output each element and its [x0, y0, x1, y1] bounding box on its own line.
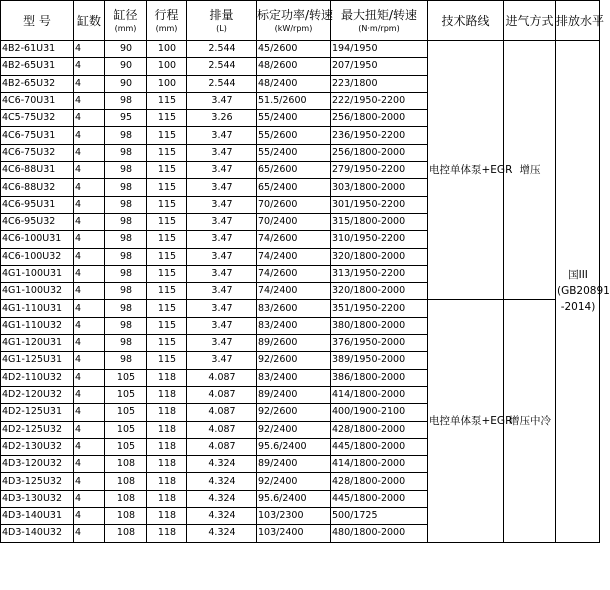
displacement-cell: 4.324	[187, 490, 257, 507]
max-torque-cell: 428/1800-2000	[331, 421, 428, 438]
displacement-cell: 4.087	[187, 438, 257, 455]
cylinders-cell: 4	[74, 231, 105, 248]
bore-cell: 108	[105, 508, 147, 525]
cylinders-cell: 4	[74, 75, 105, 92]
header-stroke: 行程 (mm)	[147, 1, 187, 41]
displacement-cell: 3.47	[187, 213, 257, 230]
displacement-cell: 3.47	[187, 196, 257, 213]
cylinders-cell: 4	[74, 300, 105, 317]
tech-route-cell: 电控单体泵+EGR	[428, 300, 504, 542]
bore-cell: 90	[105, 75, 147, 92]
cylinders-cell: 4	[74, 144, 105, 161]
model-cell: 4B2-61U31	[1, 41, 74, 58]
stroke-cell: 118	[147, 369, 187, 386]
model-cell: 4D2-125U32	[1, 421, 74, 438]
rated-power-cell: 103/2400	[257, 525, 331, 542]
stroke-cell: 115	[147, 283, 187, 300]
displacement-cell: 3.47	[187, 179, 257, 196]
rated-power-cell: 55/2600	[257, 127, 331, 144]
max-torque-cell: 428/1800-2000	[331, 473, 428, 490]
stroke-cell: 115	[147, 335, 187, 352]
header-displacement: 排量 (L)	[187, 1, 257, 41]
bore-cell: 108	[105, 490, 147, 507]
model-cell: 4C6-75U32	[1, 144, 74, 161]
displacement-cell: 3.47	[187, 127, 257, 144]
bore-cell: 105	[105, 404, 147, 421]
rated-power-cell: 83/2600	[257, 300, 331, 317]
bore-cell: 98	[105, 213, 147, 230]
max-torque-cell: 256/1800-2000	[331, 144, 428, 161]
header-rated-power: 标定功率/转速 (kW/rpm)	[257, 1, 331, 41]
table-row	[1, 41, 600, 58]
emission-cell	[556, 41, 610, 543]
displacement-cell: 4.324	[187, 508, 257, 525]
displacement-cell: 3.47	[187, 317, 257, 334]
max-torque-cell: 389/1950-2000	[331, 352, 428, 369]
model-cell: 4C6-88U32	[1, 179, 74, 196]
bore-cell: 98	[105, 92, 147, 109]
max-torque-cell: 279/1950-2200	[331, 162, 428, 179]
stroke-cell: 118	[147, 473, 187, 490]
max-torque-cell: 315/1800-2000	[331, 213, 428, 230]
table-row	[1, 300, 600, 317]
displacement-cell: 3.47	[187, 283, 257, 300]
stroke-cell: 115	[147, 300, 187, 317]
model-cell: 4G1-110U32	[1, 317, 74, 334]
stroke-cell: 118	[147, 508, 187, 525]
cylinders-cell: 4	[74, 508, 105, 525]
cylinders-cell: 4	[74, 421, 105, 438]
header-bore: 缸径 (mm)	[105, 1, 147, 41]
rated-power-cell: 48/2400	[257, 75, 331, 92]
rated-power-cell: 92/2600	[257, 404, 331, 421]
bore-cell: 98	[105, 144, 147, 161]
max-torque-cell: 256/1800-2000	[331, 110, 428, 127]
cylinders-cell: 4	[74, 369, 105, 386]
bore-cell: 98	[105, 317, 147, 334]
model-cell: 4D3-125U32	[1, 473, 74, 490]
rated-power-cell: 92/2400	[257, 473, 331, 490]
cylinders-cell: 4	[74, 335, 105, 352]
cylinders-cell: 4	[74, 248, 105, 265]
rated-power-cell: 103/2300	[257, 508, 331, 525]
rated-power-cell: 55/2400	[257, 110, 331, 127]
stroke-cell: 115	[147, 213, 187, 230]
displacement-cell: 2.544	[187, 75, 257, 92]
cylinders-cell: 4	[74, 179, 105, 196]
bore-cell: 105	[105, 421, 147, 438]
stroke-cell: 118	[147, 490, 187, 507]
model-cell: 4C6-95U32	[1, 213, 74, 230]
rated-power-cell: 89/2400	[257, 386, 331, 403]
model-cell: 4D2-125U31	[1, 404, 74, 421]
rated-power-cell: 92/2400	[257, 421, 331, 438]
stroke-cell: 100	[147, 41, 187, 58]
max-torque-cell: 313/1950-2200	[331, 265, 428, 282]
max-torque-cell: 380/1800-2000	[331, 317, 428, 334]
max-torque-cell: 414/1800-2000	[331, 386, 428, 403]
model-cell: 4D3-140U31	[1, 508, 74, 525]
rated-power-cell: 74/2600	[257, 231, 331, 248]
model-cell: 4G1-125U31	[1, 352, 74, 369]
model-cell: 4B2-65U32	[1, 75, 74, 92]
displacement-cell: 3.47	[187, 231, 257, 248]
displacement-cell: 3.47	[187, 300, 257, 317]
max-torque-cell: 310/1950-2200	[331, 231, 428, 248]
stroke-cell: 115	[147, 196, 187, 213]
model-cell: 4G1-110U31	[1, 300, 74, 317]
emission-text: -2014)	[560, 301, 596, 314]
displacement-cell: 2.544	[187, 58, 257, 75]
max-torque-cell: 400/1900-2100	[331, 404, 428, 421]
displacement-cell: 4.324	[187, 473, 257, 490]
rated-power-cell: 45/2600	[257, 41, 331, 58]
table-body	[1, 41, 610, 543]
max-torque-cell: 194/1950	[331, 41, 428, 58]
max-torque-cell: 480/1800-2000	[331, 525, 428, 542]
bore-cell: 90	[105, 41, 147, 58]
cylinders-cell: 4	[74, 283, 105, 300]
rated-power-cell: 89/2400	[257, 456, 331, 473]
rated-power-cell: 74/2400	[257, 248, 331, 265]
intake-cell: 增压	[504, 41, 556, 300]
bore-cell: 105	[105, 369, 147, 386]
bore-cell: 98	[105, 162, 147, 179]
stroke-cell: 115	[147, 92, 187, 109]
max-torque-cell: 414/1800-2000	[331, 456, 428, 473]
max-torque-cell: 351/1950-2200	[331, 300, 428, 317]
bore-cell: 98	[105, 127, 147, 144]
rated-power-cell: 95.6/2400	[257, 490, 331, 507]
rated-power-cell: 95.6/2400	[257, 438, 331, 455]
stroke-cell: 118	[147, 525, 187, 542]
rated-power-cell: 83/2400	[257, 369, 331, 386]
stroke-cell: 115	[147, 231, 187, 248]
bore-cell: 98	[105, 179, 147, 196]
model-cell: 4D3-130U32	[1, 490, 74, 507]
bore-cell: 108	[105, 473, 147, 490]
rated-power-cell: 74/2400	[257, 283, 331, 300]
cylinders-cell: 4	[74, 58, 105, 75]
max-torque-cell: 222/1950-2200	[331, 92, 428, 109]
stroke-cell: 100	[147, 58, 187, 75]
header-max-torque: 最大扭矩/转速 (N·m/rpm)	[331, 1, 428, 41]
max-torque-cell: 445/1800-2000	[331, 438, 428, 455]
bore-cell: 98	[105, 335, 147, 352]
model-cell: 4C5-75U32	[1, 110, 74, 127]
cylinders-cell: 4	[74, 490, 105, 507]
cylinders-cell: 4	[74, 92, 105, 109]
cylinders-cell: 4	[74, 438, 105, 455]
max-torque-cell: 236/1950-2200	[331, 127, 428, 144]
stroke-cell: 115	[147, 179, 187, 196]
max-torque-cell: 223/1800	[331, 75, 428, 92]
displacement-cell: 4.324	[187, 456, 257, 473]
cylinders-cell: 4	[74, 196, 105, 213]
displacement-cell: 3.47	[187, 162, 257, 179]
cylinders-cell: 4	[74, 456, 105, 473]
rated-power-cell: 70/2600	[257, 196, 331, 213]
displacement-cell: 3.47	[187, 265, 257, 282]
model-cell: 4C6-75U31	[1, 127, 74, 144]
displacement-cell: 4.087	[187, 404, 257, 421]
cylinders-cell: 4	[74, 352, 105, 369]
cylinders-cell: 4	[74, 317, 105, 334]
cylinders-cell: 4	[74, 127, 105, 144]
displacement-cell: 3.47	[187, 248, 257, 265]
model-cell: 4G1-100U31	[1, 265, 74, 282]
model-cell: 4D3-120U32	[1, 456, 74, 473]
header-emission: 排放水平	[556, 1, 600, 41]
rated-power-cell: 48/2600	[257, 58, 331, 75]
bore-cell: 108	[105, 525, 147, 542]
model-cell: 4D3-140U32	[1, 525, 74, 542]
stroke-cell: 118	[147, 456, 187, 473]
cylinders-cell: 4	[74, 386, 105, 403]
stroke-cell: 115	[147, 265, 187, 282]
bore-cell: 98	[105, 352, 147, 369]
cylinders-cell: 4	[74, 41, 105, 58]
cylinders-cell: 4	[74, 265, 105, 282]
bore-cell: 98	[105, 248, 147, 265]
bore-cell: 90	[105, 58, 147, 75]
model-cell: 4C6-88U31	[1, 162, 74, 179]
header-intake: 进气方式	[504, 1, 556, 41]
bore-cell: 98	[105, 196, 147, 213]
cylinders-cell: 4	[74, 213, 105, 230]
header-row	[1, 1, 600, 41]
model-cell: 4G1-100U32	[1, 283, 74, 300]
intake-cell: 增压中冷	[504, 300, 556, 542]
displacement-cell: 3.26	[187, 110, 257, 127]
stroke-cell: 115	[147, 110, 187, 127]
rated-power-cell: 70/2400	[257, 213, 331, 230]
rated-power-cell: 51.5/2600	[257, 92, 331, 109]
model-cell: 4D2-120U32	[1, 386, 74, 403]
displacement-cell: 3.47	[187, 144, 257, 161]
rated-power-cell: 92/2600	[257, 352, 331, 369]
model-cell: 4C6-100U32	[1, 248, 74, 265]
emission-text: (GB20891	[557, 285, 610, 298]
model-cell: 4G1-120U31	[1, 335, 74, 352]
bore-cell: 95	[105, 110, 147, 127]
emission-text: 国III	[568, 269, 588, 282]
model-cell: 4D2-130U32	[1, 438, 74, 455]
displacement-cell: 4.087	[187, 386, 257, 403]
bore-cell: 98	[105, 283, 147, 300]
stroke-cell: 115	[147, 162, 187, 179]
max-torque-cell: 320/1800-2000	[331, 283, 428, 300]
header-cylinders: 缸数	[74, 1, 105, 41]
bore-cell: 105	[105, 386, 147, 403]
model-cell: 4C6-70U31	[1, 92, 74, 109]
stroke-cell: 115	[147, 352, 187, 369]
displacement-cell: 3.47	[187, 352, 257, 369]
stroke-cell: 115	[147, 144, 187, 161]
model-cell: 4B2-65U31	[1, 58, 74, 75]
header-tech-route: 技术路线	[428, 1, 504, 41]
max-torque-cell: 386/1800-2000	[331, 369, 428, 386]
stroke-cell: 118	[147, 404, 187, 421]
model-cell: 4C6-100U31	[1, 231, 74, 248]
max-torque-cell: 303/1800-2000	[331, 179, 428, 196]
bore-cell: 98	[105, 231, 147, 248]
displacement-cell: 4.324	[187, 525, 257, 542]
rated-power-cell: 83/2400	[257, 317, 331, 334]
stroke-cell: 118	[147, 421, 187, 438]
max-torque-cell: 500/1725	[331, 508, 428, 525]
rated-power-cell: 65/2400	[257, 179, 331, 196]
max-torque-cell: 320/1800-2000	[331, 248, 428, 265]
cylinders-cell: 4	[74, 473, 105, 490]
model-cell: 4C6-95U31	[1, 196, 74, 213]
displacement-cell: 3.47	[187, 92, 257, 109]
max-torque-cell: 376/1950-2000	[331, 335, 428, 352]
max-torque-cell: 207/1950	[331, 58, 428, 75]
stroke-cell: 118	[147, 386, 187, 403]
stroke-cell: 115	[147, 317, 187, 334]
max-torque-cell: 301/1950-2200	[331, 196, 428, 213]
bore-cell: 98	[105, 265, 147, 282]
stroke-cell: 115	[147, 248, 187, 265]
rated-power-cell: 89/2600	[257, 335, 331, 352]
tech-route-cell: 电控单体泵+EGR	[428, 41, 504, 300]
cylinders-cell: 4	[74, 404, 105, 421]
header-model: 型 号	[1, 1, 74, 41]
displacement-cell: 4.087	[187, 369, 257, 386]
stroke-cell: 115	[147, 127, 187, 144]
cylinders-cell: 4	[74, 110, 105, 127]
cylinders-cell: 4	[74, 162, 105, 179]
stroke-cell: 100	[147, 75, 187, 92]
bore-cell: 105	[105, 438, 147, 455]
cylinders-cell: 4	[74, 525, 105, 542]
displacement-cell: 2.544	[187, 41, 257, 58]
stroke-cell: 118	[147, 438, 187, 455]
rated-power-cell: 55/2400	[257, 144, 331, 161]
bore-cell: 98	[105, 300, 147, 317]
displacement-cell: 4.087	[187, 421, 257, 438]
displacement-cell: 3.47	[187, 335, 257, 352]
max-torque-cell: 445/1800-2000	[331, 490, 428, 507]
model-cell: 4D2-110U32	[1, 369, 74, 386]
bore-cell: 108	[105, 456, 147, 473]
rated-power-cell: 65/2600	[257, 162, 331, 179]
rated-power-cell: 74/2600	[257, 265, 331, 282]
